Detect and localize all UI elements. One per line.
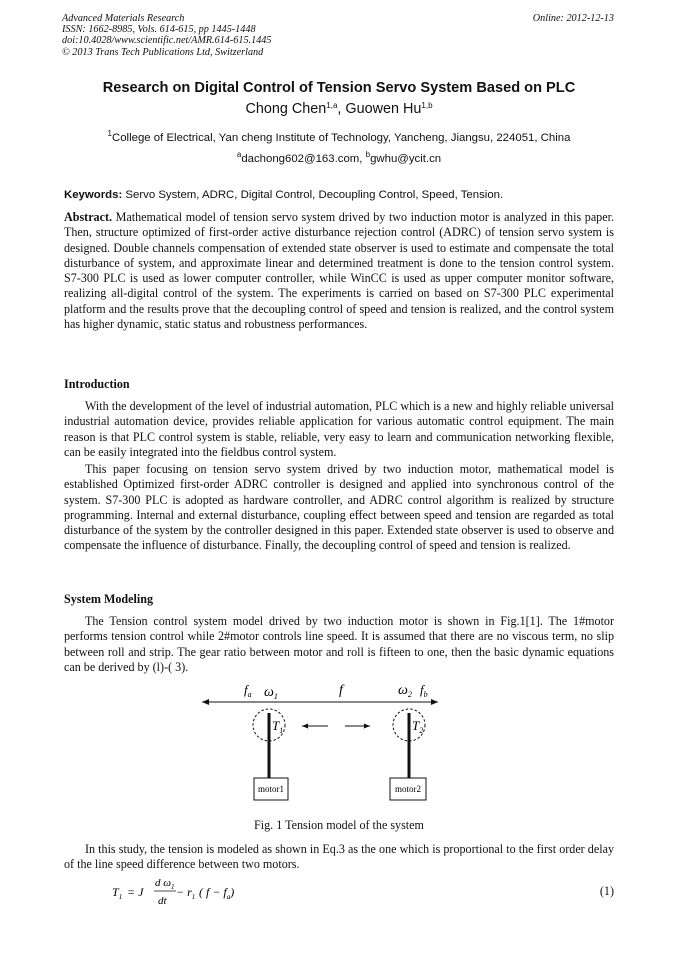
author-2: Guowen Hu	[345, 101, 422, 117]
doi-line: doi:10.4028/www.scientific.net/AMR.614-615.1445	[62, 35, 272, 47]
copyright-line: © 2013 Trans Tech Publications Ltd, Switzerland	[62, 46, 264, 58]
author-line	[0, 101, 678, 117]
abstract-text: Mathematical model of tension servo system drived by two induction motor is analyzed in this paper. Then, structure optimized of first-order active disturbance rejection control (ADRC) of tension servo system is designed. Double channels compensation of extended state observer is used to estimate and compensate the total disturbance of system, and approximate linear and determined treatment is done to the tension control system. S7-300 PLC is used as lower computer controller, while WinCC is used as upper computer monitor software, realizing all-digital control of the system. The experiments is carried on based on S7-300 PLC experimental platform and the results prove that the decoupling control of speed and tension is realized, and the control system has higher dynamic, static status and robustness performances.	[64, 210, 614, 332]
figure-caption: Fig. 1 Tension model of the system	[254, 818, 424, 832]
force-arrow-right-head	[364, 724, 370, 729]
keywords-text: Servo System, ADRC, Digital Control, Decoupling Control, Speed, Tension.	[122, 189, 504, 201]
equation-1	[112, 872, 312, 912]
eq-denominator: dt	[158, 895, 167, 907]
author-separator: ,	[337, 101, 346, 117]
issn-line: ISSN: 1662-8985, Vols. 614-615, pp 1445-1448	[62, 24, 256, 36]
motor1-label: motor1	[258, 784, 284, 794]
email-b-sup: b	[365, 150, 371, 159]
equation-number: (1)	[599, 884, 614, 898]
abstract	[64, 210, 614, 332]
label-fa: $f_a$	[244, 682, 252, 699]
eq-numerator: d $\omega_1$	[155, 877, 175, 891]
heading-system-modeling: System Modeling	[64, 592, 154, 606]
email-b: gwhu@ycit.cn	[370, 153, 442, 165]
affiliation-text: College of Electrical, Yan cheng Institute of Technology, Yancheng, Jiangsu, 224051, China	[111, 132, 571, 144]
tension-model-figure	[200, 680, 440, 805]
right-arrowhead	[431, 699, 438, 705]
eq-r1: − $r_1$	[176, 885, 196, 901]
affiliation	[0, 129, 678, 144]
author-1: Chong Chen	[245, 101, 327, 117]
label-f: f	[339, 683, 343, 698]
label-omega2: $\omega_2$	[398, 683, 412, 699]
eq-paren: ( $f - f_a$)	[199, 885, 235, 901]
left-arrowhead	[202, 699, 209, 705]
email-a: dachong602@163.com,	[241, 153, 366, 165]
keywords	[64, 189, 616, 201]
intro-paragraph-2: This paper focusing on tension servo system drived by two induction motor, mathematical model is established Optimized first-order ADRC controller is designed and applied into synchronous control of the system. S7-300 PLC is adopted as hardware controller, and ADRC control algorithm is realized by structure programming. Internal and external disturbance, coupling effect between speed and tension are regarded as total disturbance of the system by the controller designed in this paper. Extended state observer is used to observe and compensate the influence of disturbance. Finally, the decoupling control of speed and tension is realized.	[64, 462, 614, 553]
journal-name: Advanced Materials Research	[62, 13, 185, 24]
motor2-label: motor2	[395, 784, 421, 794]
online-date: Online: 2012-12-13	[532, 13, 614, 24]
label-omega1: $\omega_1$	[264, 685, 278, 701]
force-arrow-left-head	[302, 724, 308, 729]
label-T2: $T_2$	[412, 718, 424, 735]
heading-introduction: Introduction	[64, 377, 130, 391]
label-T1: $T_1$	[272, 718, 284, 735]
modeling-paragraph-1: The Tension control system model drived by two induction motor is shown in Fig.1[1]. The 1#motor performs tension control while 2#motor controls line speed. It is assumed that there are no viscous term, no slip between roll and strip. The gear ratio between motor and roll is fifteen to one, then the basic dynamic equations can be derived by (l)-( 3).	[64, 614, 614, 674]
paper-title: Research on Digital Control of Tension Servo System Based on PLC	[102, 80, 576, 96]
author-1-sup: 1,a	[326, 101, 338, 110]
label-fb: $f_b$	[420, 682, 428, 699]
affiliation-sup: 1	[107, 129, 112, 138]
email-a-sup: a	[236, 150, 242, 159]
journal-header	[62, 13, 271, 58]
modeling-paragraph-2: In this study, the tension is modeled as shown in Eq.3 as the one which is proportional to the first order delay of the line speed difference between two motors.	[64, 842, 614, 872]
keywords-label: Keywords:	[64, 189, 123, 201]
email-line	[0, 150, 678, 165]
intro-paragraph-1: With the development of the level of industrial automation, PLC which is a new and highly reliable universal industrial automation device, provides reliable application for various automatic control equipment. The main reason is that PLC control system is stable, reliable, very easy to learn and communication networking flexible, can be easily integrated into the fieldbus control system.	[64, 399, 614, 459]
abstract-label: Abstract.	[64, 210, 113, 224]
eq-equals-j: = J	[127, 885, 144, 899]
eq-lhs: $T_1$	[112, 885, 123, 901]
author-2-sup: 1,b	[421, 101, 433, 110]
